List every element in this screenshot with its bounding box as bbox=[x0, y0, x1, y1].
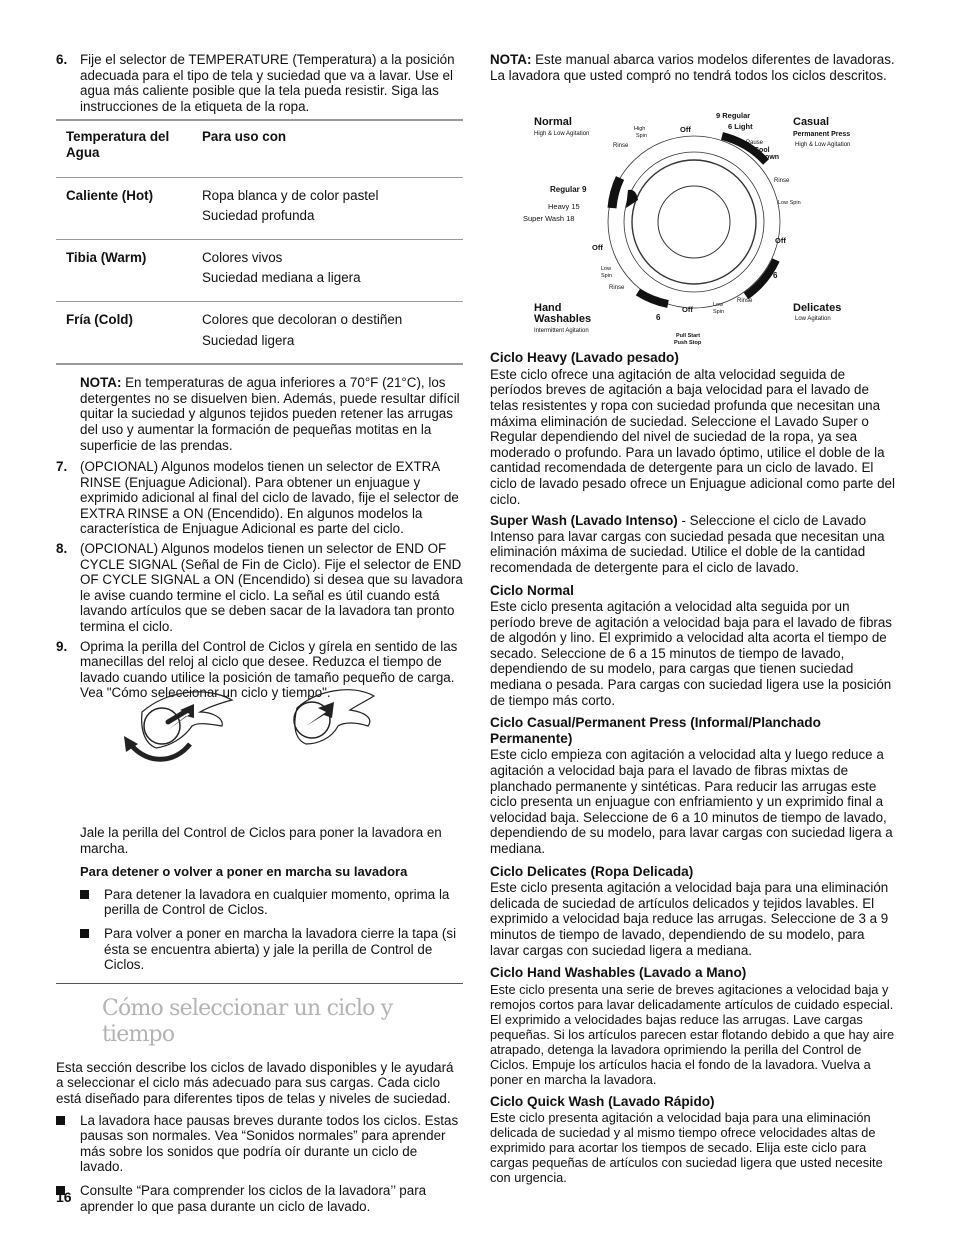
dial-mark: Down bbox=[760, 154, 780, 161]
cycle-text-quick: Este ciclo presenta agitación a velocidad baja para una eliminación delicada de suciedad y al mismo tiempo ofrece velocidades altas de exprimido para acortar los tiempos de secado. Elija este ciclo para cargas pequeñas de artículos con suciedad ligera que usted necesite con urgencia. bbox=[490, 1110, 883, 1186]
bullet-square-icon bbox=[56, 1116, 65, 1125]
dial-mark: Low Spin bbox=[778, 200, 801, 206]
cycle-text-casual: Este ciclo empieza con agitación a velocidad alta y luego reduce a agitación a velocidad baja para el lavado de fibras mixtas de planchado permanente y sintéticas. Para reducir las arrugas este ciclo presenta un enjuague con enfriamiento y un exprimido final a velocidad baja. Seleccione de 6 a 10 minutos de tiempo de lavado, dependiendo de su modelo, para lavar cargas con suciedad ligera a mediana. bbox=[490, 747, 893, 856]
use-line: Suciedad mediana a ligera bbox=[202, 270, 361, 286]
bullet-item bbox=[56, 1113, 463, 1175]
step-6 bbox=[56, 52, 463, 114]
right-column bbox=[490, 52, 896, 1185]
table-header-row bbox=[56, 120, 463, 177]
step-number: 8. bbox=[56, 541, 68, 557]
right-hand-illustration bbox=[294, 690, 374, 744]
section-intro: Esta sección describe los ciclos de lavado disponibles y le ayudará a seleccionar el ciclo más adecuado para sus cargas. Cada ciclo está diseñado para diferentes tipos de telas y niveles de suciedad. bbox=[56, 1059, 454, 1106]
dial-mark: 6 Light bbox=[728, 122, 753, 131]
dial-mark: Spin bbox=[601, 273, 613, 279]
bullet-item bbox=[56, 887, 463, 918]
left-hand-illustration bbox=[142, 692, 232, 748]
bullet-item bbox=[56, 926, 463, 973]
dial-mark: Spin bbox=[713, 309, 725, 315]
table-row bbox=[56, 239, 463, 301]
dial-label-casual: Casual bbox=[793, 116, 830, 128]
step-number: 6. bbox=[56, 52, 68, 67]
table-cell-temp: Caliente (Hot) bbox=[56, 177, 192, 239]
cycle-heading-delicates: Ciclo Delicates (Ropa Delicada) bbox=[490, 863, 694, 879]
dial-mark: Super Wash 18 bbox=[523, 214, 575, 223]
dial-mark: Low bbox=[713, 302, 724, 308]
note-label: NOTA: bbox=[80, 375, 122, 391]
step-text: Oprima la perilla del Control de Ciclos y gírela en sentido de las manecillas del reloj al ciclo que desee. Reduzca el tiempo de lavado cuando utilice la posición de tamaño pequeño de carga. Vea "Cómo seleccionar un ciclo y tiempo". bbox=[80, 638, 458, 701]
water-temperature-table bbox=[56, 119, 463, 365]
table-header: Temperatura del Agua bbox=[66, 129, 170, 160]
cycle-text-hand: Este ciclo presenta una serie de breves agitaciones a velocidad baja y remojos cortos para lavar delicadamente artículos de cuidado especial. El exprimido a velocidades bajas reduce las arrugas. Lave cargas pequeñas. Si los artículos parecen estar flotando debido a que hay aire atrapado, detenga la lavadora oprimiendo la perilla del Control de Ciclos. Empuje los artículos hacia el fondo de la lavadora. Vuelva a poner en marcha la lavadora. bbox=[490, 981, 895, 1087]
note-text: En temperaturas de agua inferiores a 70°F (21°C), los detergentes no se disuelven bien. Además, puede resultar difícil quitar la suciedad y algunos tejidos pueden retener las arrugas del uso y aumentar la formación de pequeñas motitas en la superficie de las prendas. bbox=[80, 375, 460, 453]
cycle-heading-heavy: Ciclo Heavy (Lavado pesado) bbox=[490, 350, 679, 366]
dial-mark: Spin bbox=[636, 133, 648, 139]
use-line: Suciedad ligera bbox=[202, 332, 295, 348]
cycle-heading-casual: Ciclo Casual/Permanent Press (Informal/Planchado Permanente) bbox=[490, 715, 821, 746]
bullet-text: Para detener la lavadora en cualquier momento, oprima la perilla de Control de Ciclos. bbox=[104, 886, 450, 918]
super-wash-text: - Seleccione el ciclo de Lavado Intenso para lavar cargas con suciedad pesada que necesitan una eliminación máxima de suciedad. Utilice el doble de la cantidad recomendada de detergente para el ciclo de lavado. bbox=[490, 513, 885, 575]
dial-mark: Rinse bbox=[609, 285, 625, 291]
stop-restart-heading: Para detener o volver a poner en marcha su lavadora bbox=[80, 864, 408, 880]
bullet-item bbox=[56, 1183, 463, 1214]
bullet-text: La lavadora hace pausas breves durante todos los ciclos. Estas pausas son normales. Vea “Sonidos normales” para aprender más sobre los sonidos que podría oír durante un ciclo de lavado. bbox=[80, 1112, 459, 1175]
table-row bbox=[56, 301, 463, 364]
dial-sublabel: Permanent Press bbox=[793, 131, 851, 138]
bullet-square-icon bbox=[80, 890, 89, 899]
rotate-arc-icon bbox=[132, 744, 190, 759]
dial-label-washables: Washables bbox=[534, 313, 592, 325]
dial-sublabel: Intermittent Agitation bbox=[534, 328, 589, 334]
dial-mark: 6 bbox=[773, 271, 778, 280]
dial-mark: 9 Regular bbox=[716, 111, 751, 120]
use-line: Suciedad profunda bbox=[202, 208, 315, 224]
dial-mark: Off bbox=[680, 125, 691, 134]
dial-sublabel: High & Low Agitation bbox=[534, 131, 590, 137]
step-text: Fije el selector de TEMPERATURE (Temperatura) a la posición adecuada para el tipo de tela y suciedad que va a lavar. Use el agua más caliente posible que la tela pueda resistir. Siga las instrucciones de la etiqueta de la ropa. bbox=[80, 52, 455, 114]
dial-label-hand: Hand bbox=[534, 302, 562, 314]
dial-mark: Regular 9 bbox=[550, 185, 587, 194]
dial-mark: Pause bbox=[746, 140, 764, 146]
dial-label-normal: Normal bbox=[534, 116, 572, 128]
step-7 bbox=[56, 459, 463, 537]
dial-mark: Push Stop bbox=[674, 340, 702, 346]
dial-label-delicates: Delicates bbox=[793, 302, 842, 314]
step-number: 7. bbox=[56, 459, 68, 475]
use-line: Colores vivos bbox=[202, 249, 283, 265]
cycle-heading-normal: Ciclo Normal bbox=[490, 582, 574, 598]
section-title: Cómo seleccionar un ciclo y tiempo bbox=[102, 995, 393, 1047]
knob-hands-illustration bbox=[112, 682, 412, 764]
pull-knob-text: Jale la perilla del Control de Ciclos para poner la lavadora en marcha. bbox=[80, 825, 442, 856]
bullet-text: Consulte “Para comprender los ciclos de la lavadora’’ para aprender lo que pasa durante un ciclo de lavado. bbox=[80, 1182, 427, 1214]
dial-mark: Cool bbox=[754, 147, 770, 154]
super-wash-label: Super Wash (Lavado Intenso) bbox=[490, 513, 678, 529]
super-wash-paragraph bbox=[490, 513, 896, 575]
table-header: Para uso con bbox=[202, 129, 287, 145]
note-label: NOTA: bbox=[490, 52, 532, 67]
dial-mark: 6 bbox=[656, 313, 661, 322]
dial-mark: Pull Start bbox=[676, 333, 701, 339]
models-note bbox=[490, 52, 896, 83]
bullet-square-icon bbox=[80, 929, 89, 938]
cycle-text-normal: Este ciclo presenta agitación a velocidad alta seguida por un período breve de agitación a velocidad baja para el lavado de fibras de algodón y lino. El exprimido a velocidad alta acorta el tiempo de secado. Seleccione de 6 a 15 minutos de tiempo de lavado, dependiendo de su modelo, para cargas que tienen suciedad mediana o pesada. Para cargas con suciedad ligera use la posición de tiempo más corto. bbox=[490, 599, 892, 708]
section-divider bbox=[56, 983, 463, 984]
cycle-heading-quick: Ciclo Quick Wash (Lavado Rápido) bbox=[490, 1093, 715, 1109]
use-line: Colores que decoloran o destiñen bbox=[202, 311, 403, 327]
temperature-note bbox=[56, 375, 463, 453]
table-cell-uses bbox=[192, 301, 463, 364]
dial-mark: Off bbox=[592, 243, 603, 252]
dial-mark: High bbox=[634, 126, 646, 132]
step-number: 9. bbox=[56, 638, 68, 654]
cycle-text-heavy: Este ciclo ofrece una agitación de alta velocidad seguida de períodos breves de agitación a baja velocidad para el lavado de telas resistentes y ropa con suciedad profunda que necesitan una máxima eliminación de suciedad. Seleccione el Lavado Super o Regular dependiendo del nivel de suciedad de la ropa, ya sea moderado o profundo. Para un lavado óptimo, utilice el doble de la cantidad recomendada de detergente para un ciclo de lavado. El ciclo de lavado pesado ofrece un Enjuague adicional como parte del ciclo. bbox=[490, 366, 895, 507]
dial-mark: Heavy 15 bbox=[548, 202, 580, 211]
dial-sublabel: High & Low Agitation bbox=[795, 142, 851, 148]
dial-mark: Rinse bbox=[613, 143, 629, 149]
left-column bbox=[56, 52, 463, 1222]
table-cell-uses bbox=[192, 177, 463, 239]
step-8 bbox=[56, 541, 463, 635]
dial-mark: Rinse bbox=[737, 298, 753, 304]
dial-mark: Rinse bbox=[774, 178, 790, 184]
dial-mark: Off bbox=[682, 305, 693, 314]
table-cell-temp: Tibia (Warm) bbox=[56, 239, 192, 301]
table-cell-temp: Fría (Cold) bbox=[56, 301, 192, 364]
bullet-text: Para volver a poner en marcha la lavadora cierre la tapa (si ésta se encuentra abierta) y jale la perilla de Control de Ciclos. bbox=[104, 925, 457, 973]
table-row bbox=[56, 177, 463, 239]
step-text: (OPCIONAL) Algunos modelos tienen un selector de END OF CYCLE SIGNAL (Señal de Fin de Ciclo). Fije el selector de END OF CYCLE SIGNAL a ON (Encendido) si desea que su lavadora le avise cuando termine el ciclo. La señal es útil cuando está lavando artículos que se deben sacar de la lavadora tan pronto termina el ciclo. bbox=[80, 541, 463, 635]
use-line: Ropa blanca y de color pastel bbox=[202, 187, 379, 203]
note-text: Este manual abarca varios modelos diferentes de lavadoras. La lavadora que usted compró no tendrá todos los ciclos descritos. bbox=[490, 52, 895, 83]
step-text: (OPCIONAL) Algunos modelos tienen un selector de EXTRA RINSE (Enjuague Adicional). Para obtener un enjuague y exprimido adicional al final del ciclo de lavado, fije el selector de EXTRA RINSE a ON (Encendido). En algunos modelos la característica de Enjuague Adicional es parte del ciclo. bbox=[80, 459, 459, 537]
dial-mark: Low bbox=[601, 266, 612, 272]
dial-mark: Off bbox=[775, 236, 786, 245]
table-cell-uses bbox=[192, 239, 463, 301]
cycle-heading-hand: Ciclo Hand Washables (Lavado a Mano) bbox=[490, 965, 747, 981]
dial-sublabel: Low Agitation bbox=[795, 316, 831, 322]
cycle-text-delicates: Este ciclo presenta agitación a velocidad baja para una eliminación delicada de suciedad de artículos delicados y tejidos lavables. El exprimido a velocidad baja reduce las arrugas. Seleccione de 3 a 9 minutos de tiempo de lavado, dependiendo de su modelo, para lavar cargas con suciedad ligera a mediana. bbox=[490, 880, 889, 958]
page-number: 16 bbox=[56, 1189, 72, 1205]
